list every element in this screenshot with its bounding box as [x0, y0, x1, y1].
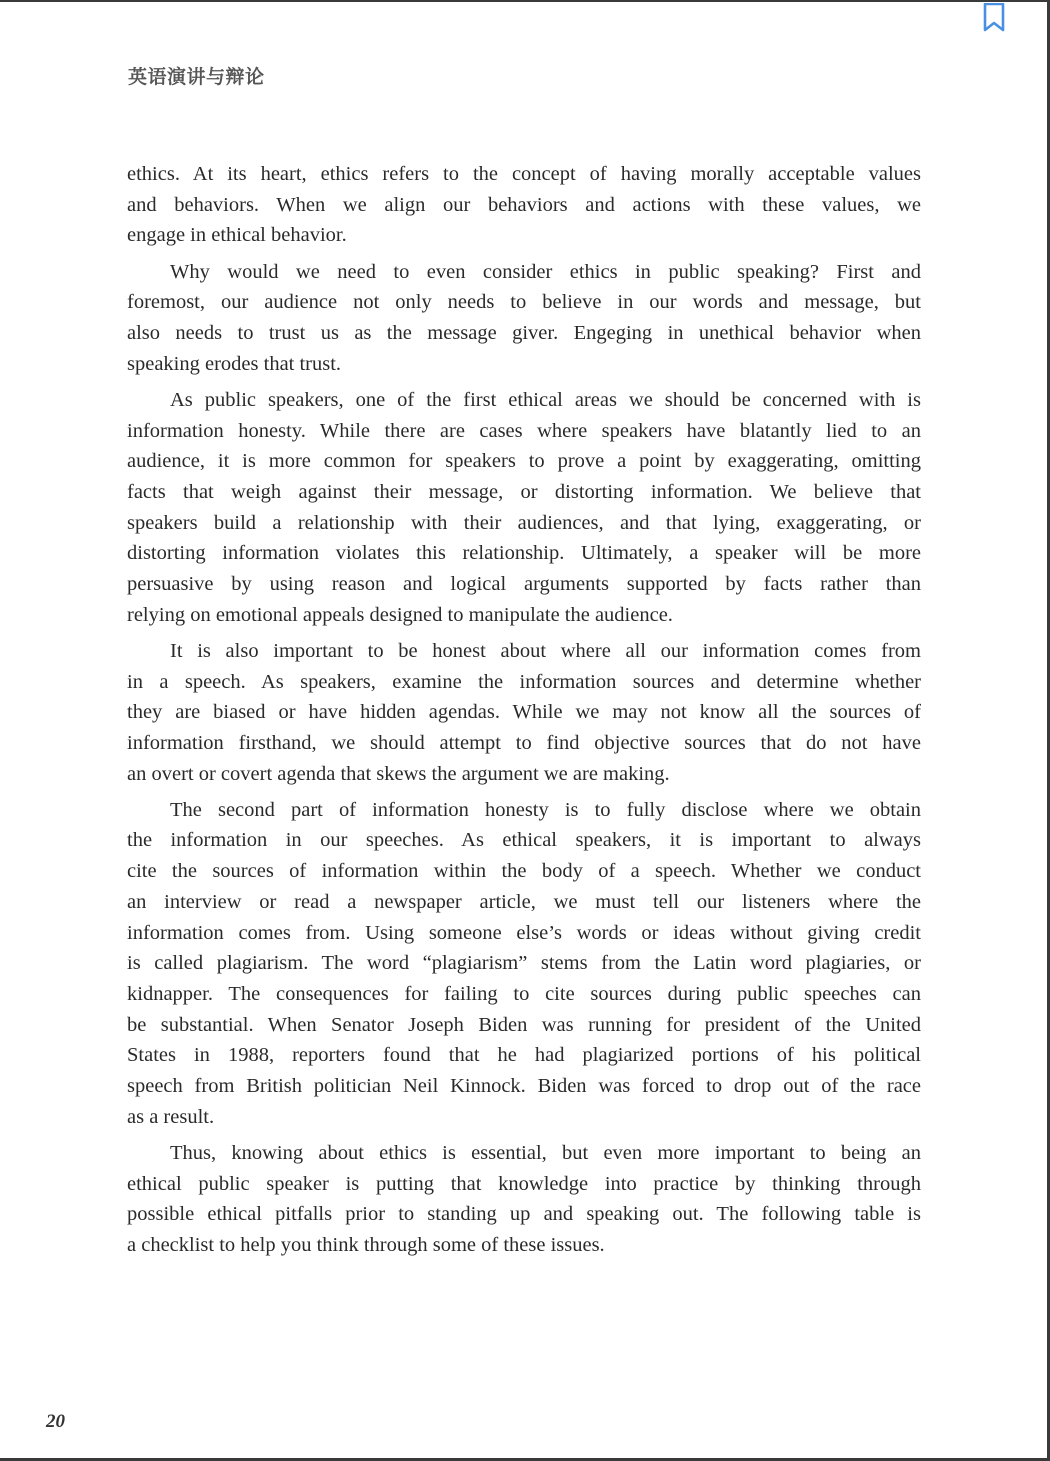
text-line: be substantial. When Senator Joseph Biden was running for president of the United	[127, 1013, 921, 1036]
bookmark-icon[interactable]	[982, 3, 1006, 33]
text-line: information honesty. While there are cases where speakers have blatantly lied to an	[127, 419, 921, 442]
paragraph	[127, 159, 921, 251]
paragraph	[127, 1138, 921, 1261]
body-text	[127, 159, 921, 1266]
text-line: Why would we need to even consider ethics in public speaking? First and	[170, 260, 921, 283]
text-line: persuasive by using reason and logical arguments supported by facts rather than	[127, 572, 921, 595]
page-number: 20	[46, 1411, 65, 1432]
text-line: an overt or covert agenda that skews the argument we are making.	[127, 762, 670, 785]
text-line: they are biased or have hidden agendas. While we may not know all the sources of	[127, 701, 921, 724]
text-line: in a speech. As speakers, examine the information sources and determine whether	[127, 670, 921, 693]
text-line: the information in our speeches. As ethical speakers, it is important to always	[127, 829, 921, 852]
text-line: speaking erodes that trust.	[127, 352, 342, 375]
text-line: and behaviors. When we align our behaviors and actions with these values, we	[127, 193, 921, 216]
text-line: foremost, our audience not only needs to believe in our words and message, but	[127, 291, 921, 314]
text-line: ethics. At its heart, ethics refers to the concept of having morally acceptable values	[127, 163, 921, 185]
text-line: distorting information violates this relationship. Ultimately, a speaker will be more	[127, 542, 921, 565]
text-line: States in 1988, reporters found that he had plagiarized portions of his political	[127, 1044, 921, 1067]
text-line: speakers build a relationship with their audiences, and that lying, exaggerating, or	[127, 511, 921, 534]
text-line: information firsthand, we should attempt to find objective sources that do not have	[127, 731, 921, 754]
text-line: an interview or read a newspaper article, we must tell our listeners where the	[127, 890, 921, 913]
text-line: as a result.	[127, 1105, 215, 1128]
text-line: information comes from. Using someone else’s words or ideas without giving credit	[127, 921, 921, 944]
paragraph	[127, 385, 921, 631]
paragraph	[127, 257, 921, 380]
text-line: Thus, knowing about ethics is essential, but even more important to being an	[170, 1141, 921, 1164]
text-line: relying on emotional appeals designed to manipulate the audience.	[127, 603, 673, 626]
text-line: kidnapper. The consequences for failing to cite sources during public speeches can	[127, 982, 921, 1005]
text-line: facts that weigh against their message, or distorting information. We believe that	[127, 480, 921, 503]
text-line: a checklist to help you think through some of these issues.	[127, 1233, 605, 1256]
text-line: ethical public speaker is putting that knowledge into practice by thinking through	[127, 1172, 921, 1195]
text-line: The second part of information honesty is to fully disclose where we obtain	[170, 798, 921, 821]
text-line: is called plagiarism. The word “plagiarism” stems from the Latin word plagiaries, or	[127, 952, 921, 975]
text-line: audience, it is more common for speakers to prove a point by exaggerating, omitting	[127, 450, 921, 473]
paragraph	[127, 795, 921, 1133]
text-line: cite the sources of information within the body of a speech. Whether we conduct	[127, 860, 921, 883]
text-line: As public speakers, one of the first ethical areas we should be concerned with is	[170, 388, 921, 411]
bookmark-icon-glyph	[982, 3, 1006, 33]
text-line: It is also important to be honest about where all our information comes from	[170, 639, 921, 662]
text-line: speech from British politician Neil Kinnock. Biden was forced to drop out of the race	[127, 1074, 921, 1097]
running-head: 英语演讲与辩论	[128, 66, 265, 88]
text-line: possible ethical pitfalls prior to standing up and speaking out. The following table is	[127, 1203, 921, 1226]
text-line: also needs to trust us as the message giver. Engeging in unethical behavior when	[127, 321, 921, 344]
text-line: engage in ethical behavior.	[127, 224, 347, 247]
paragraph	[127, 636, 921, 789]
